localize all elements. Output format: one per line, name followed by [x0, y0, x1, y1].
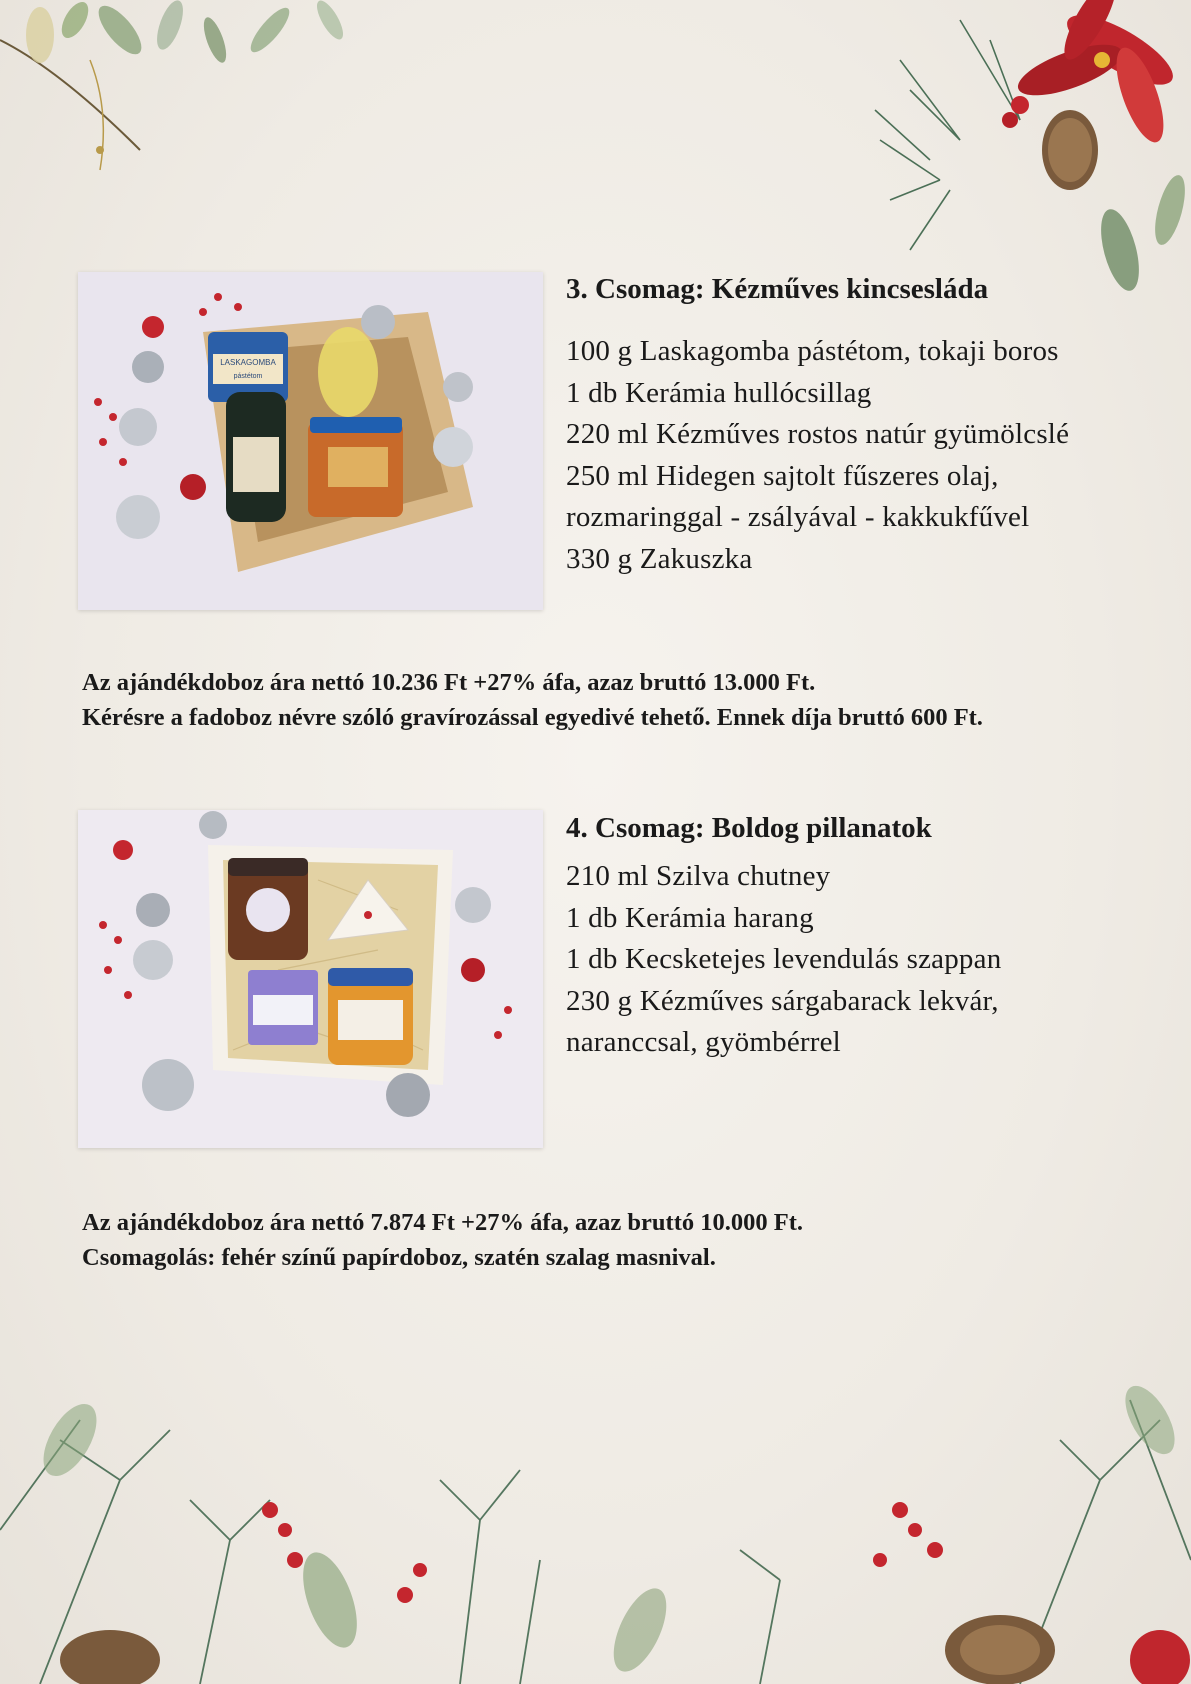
- package-4-title: 4. Csomag: Boldog pillanatok: [566, 812, 932, 844]
- list-item: 220 ml Kézműves rostos natúr gyümölcslé: [566, 418, 1070, 450]
- list-item: 1 db Kerámia hullócsillag: [566, 376, 872, 409]
- list-item: 330 g Zakuszka: [566, 542, 753, 575]
- package-3-engraving-note: Kérésre a fadoboz névre szóló gravírozással egyedivé tehető. Ennek díja bruttó 600 Ft.: [82, 704, 983, 731]
- list-item: naranccsal, gyömbérrel: [566, 1026, 841, 1058]
- package-4-photo: [78, 810, 543, 1148]
- photo-jar-label: LASKAGOMBA: [220, 358, 276, 367]
- pine-berries-bottom-decoration: [0, 1360, 1191, 1684]
- package-4-packaging-note: Csomagolás: fehér színű papírdoboz, szatén szalag masnival.: [82, 1244, 716, 1271]
- list-item: 1 db Kecsketejes levendulás szappan: [566, 943, 1002, 975]
- package-3-item-list: [566, 331, 1069, 580]
- list-item: 210 ml Szilva chutney: [566, 860, 831, 892]
- package-3-price: Az ajándékdoboz ára nettó 10.236 Ft +27% áfa, azaz bruttó 13.000 Ft.: [82, 669, 816, 696]
- package-3-photo: [78, 272, 543, 610]
- photo-jar-sublabel: pástétom: [233, 373, 263, 380]
- list-item: 250 ml Hidegen sajtolt fűszeres olaj,: [566, 459, 999, 492]
- package-3-title: 3. Csomag: Kézműves kincsesláda: [566, 273, 989, 305]
- package-4-price: Az ajándékdoboz ára nettó 7.874 Ft +27% áfa, azaz bruttó 10.000 Ft.: [82, 1209, 803, 1236]
- list-item: 100 g Laskagomba pástétom, tokaji boros: [566, 335, 1059, 367]
- list-item: rozmaringgal - zsályával - kakkukfűvel: [566, 501, 1030, 533]
- pine-branch-top-left-decoration: [0, 0, 380, 180]
- poinsettia-top-right-decoration: [870, 0, 1191, 300]
- package-4-item-list: [566, 856, 1001, 1064]
- list-item: 1 db Kerámia harang: [566, 901, 814, 934]
- list-item: 230 g Kézműves sárgabarack lekvár,: [566, 984, 999, 1017]
